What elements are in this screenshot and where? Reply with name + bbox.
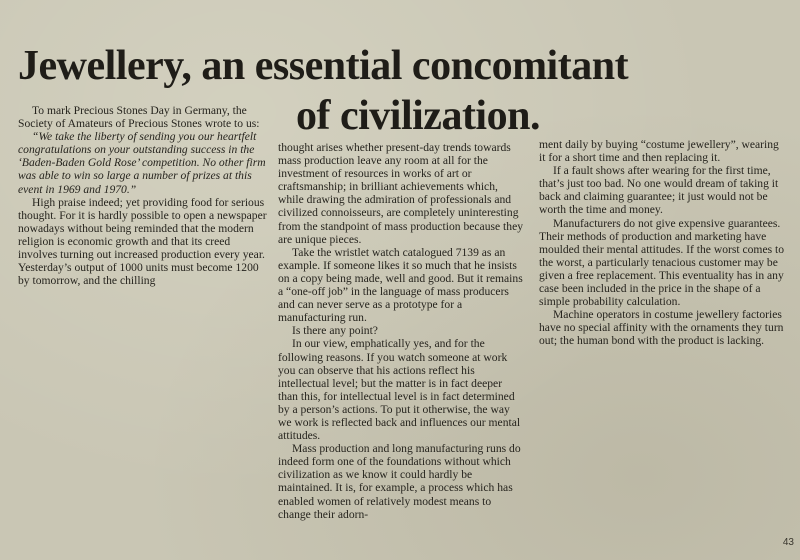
paragraph: Manufacturers do not give expensive guarantees. Their methods of production and marketing have moulded their mental attitudes. If the worst comes to the worst, a particularly tenacious customer may be given a free replacement. This eventuality has in any case been included in the price in the shape of a simple probability calculation. [539, 216, 785, 309]
intro-paragraph: To mark Precious Stones Day in Germany, the Society of Amateurs of Precious Stones wrote to us: [18, 104, 260, 131]
column-3 [539, 138, 787, 348]
paragraph: Take the wristlet watch catalogued 7139 as an example. If someone likes it so much that he insists on a copy being made, well and good. But it remains a “one-off job” in the language of mass producers and can never serve as a prototype for a manufacturing run. [278, 245, 523, 325]
quoted-letter: “We take the liberty of sending you our heartfelt congratulations on your outstanding success in the ‘Baden-Baden Gold Rose’ competition. No other firm was able to win so large a number of prizes at this event in 1969 and 1970.” [18, 130, 266, 196]
page-number: 43 [782, 537, 794, 548]
paragraph-continued: thought arises whether present-day trends towards mass production leave any room at all for the investment of resources in works of art or craftsmanship; in brilliant achievements which, while drawing the admiration of professionals and civilized connoisseurs, are completely uninteresting from the standpoint of mass production because they are unique pieces. [278, 141, 524, 246]
article-title-line-2: of civilization. [296, 93, 540, 139]
paragraph-continued: ment daily by buying “costume jewellery”, wearing it for a short time and then replacing it. [539, 138, 779, 165]
column-2 [278, 141, 524, 521]
article-title-line-1: Jewellery, an essential concomitant [18, 43, 629, 89]
paragraph: If a fault shows after wearing for the first time, that’s just too bad. No one would dream of taking it back and claiming guarantee; it just would not be worth the time and money. [539, 164, 779, 217]
paragraph: In our view, emphatically yes, and for the following reasons. If you watch someone at work you can observe that his actions reflect his intellectual level; but the matter is in fact deeper than this, for intellectual level is in fact determined by a person’s actions. To put it otherwise, the way we work is reflected back and influences our mental attitudes. [278, 337, 521, 443]
paragraph: High praise indeed; yet providing food for serious thought. For it is hardly possible to open a newspaper nowadays without being reminded that the modern religion is economic growth and that its creed involves turning out increased production every year. Yesterday’s output of 1000 units must become 1200 by tomorrow, and the chilling [18, 195, 267, 288]
paragraph-question: Is there any point? [292, 324, 378, 338]
column-1 [18, 104, 268, 287]
paragraph: Machine operators in costume jewellery factories have no special affinity with the ornaments they turn out; the human bond with the product is lacking. [539, 308, 784, 348]
paragraph: Mass production and long manufacturing runs do indeed form one of the foundations without which civilization as we know it could hardly be maintained. It is, for example, a process which has enabled women of relatively modest means to change their adorn- [278, 442, 521, 521]
